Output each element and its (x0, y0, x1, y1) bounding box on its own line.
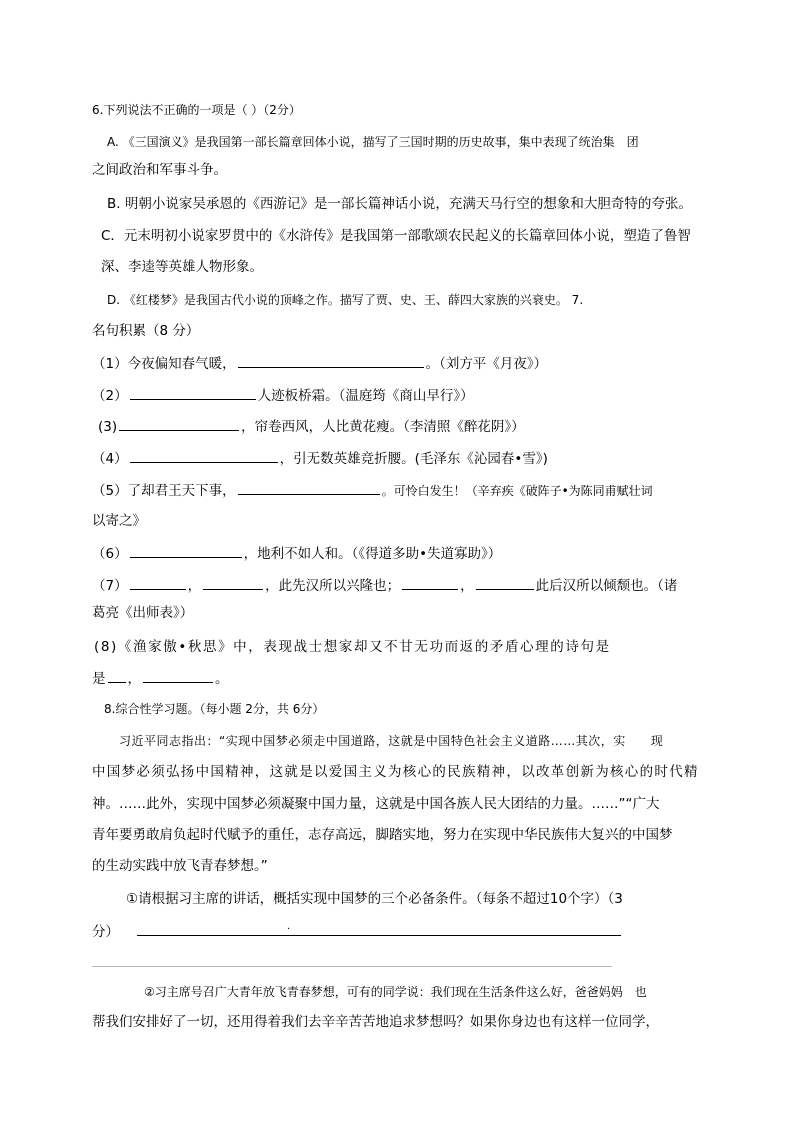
q8-passage-line1: 习近平同志指出：“实现中国梦必须走中国道路，这就是中国特色社会主义道路……其次，实 现 (119, 734, 664, 748)
q8-title: 8.综合性学习题。（每小题 2分，共 6分） (104, 702, 325, 716)
q7-item-1 (92, 353, 547, 374)
q8-passage-line2: 中国梦必须弘扬中国精神，这就是以爱国主义为核心的民族精神，以改革创新为核心的时代精 (92, 764, 699, 780)
q7-item-4-prefix: （4） (92, 451, 128, 467)
q6-option-c-line1: C．元末明初小说家罗贯中的《水浒传》是我国第一部歌颂农民起义的长篇章回体小说，塑造了鲁智 (101, 228, 691, 244)
q7-item-7-sep1: ， (187, 578, 202, 594)
q7-item-6-prefix: （6） (92, 546, 128, 562)
q7-item-7-blank-1[interactable] (130, 575, 186, 590)
q7-item-5-prefix: （5）了却君王天下事， (92, 483, 236, 499)
q7-item-7-sep2: ， (460, 578, 474, 594)
q6-option-d: D. 《红楼梦》是我国古代小说的顶峰之作。描写了贾、史、王、薛四大家族的兴衰史。 7. (107, 293, 584, 307)
q7-item-7-blank-3[interactable] (402, 575, 458, 590)
q8-sub1-line2 (92, 921, 623, 942)
q7-item-2-suffix: 人迹板桥霜。（温庭筠《商山早行》） (257, 388, 474, 404)
q8-passage-line5: 的生动实践中放飞青春梦想。” (92, 858, 268, 874)
q7-item-8-suffix: 。 (215, 671, 229, 687)
q8-sub2-line1: ②习主席号召广大青年放飞青春梦想，可有的同学说：我们现在生活条件这么好，爸爸妈妈 也 (144, 985, 647, 999)
q7-item-2 (92, 385, 474, 406)
q7-item-7-mid: ，此先汉所以兴隆也； (265, 578, 401, 594)
q7-item-5-blank[interactable] (238, 480, 380, 495)
q6-option-c-line2: 深、李逵等英雄人物形象。 (101, 259, 263, 275)
q8-sub1-answer-line[interactable] (137, 921, 621, 936)
q7-item-6-blank[interactable] (130, 543, 242, 558)
q7-item-6-suffix: ，地利不如人和。（《得道多助•失道寡助》） (243, 546, 502, 562)
q7-item-2-prefix: （2） (92, 388, 128, 404)
q7-title: 名句积累（8 分） (92, 323, 200, 339)
q7-item-1-suffix: 。（刘方平《月夜》） (425, 356, 548, 372)
q7-item-8-sep: ， (127, 671, 141, 687)
q7-item-3-prefix: (3) (98, 419, 118, 435)
q8-sub1-dot: . (287, 921, 291, 932)
q8-sub1-prefix: 分） (92, 924, 119, 940)
q7-item-8-blank-2[interactable] (143, 668, 213, 683)
q7-item-7-suffix: 此后汉所以倾颓也。（诸 (535, 578, 678, 594)
q6-stem: 6.下列说法不正确的一项是（ ）（2分） (92, 103, 301, 117)
q7-item-2-blank[interactable] (130, 385, 256, 400)
q7-item-7-cont: 葛亮《出师表》） (92, 605, 194, 621)
q7-item-4 (92, 448, 548, 469)
q7-item-8-prefix: 是 (92, 671, 106, 687)
q7-item-7-blank-4[interactable] (476, 575, 534, 590)
q6-option-a-line2: 之间政治和军事斗争。 (92, 162, 227, 178)
q7-item-8-cont (92, 668, 229, 689)
q8-passage-line3: 神。……此外，实现中国梦必须凝聚中国力量，这就是中国各族人民大团结的力量。……”“广大 (92, 796, 660, 812)
q7-item-5-cont: 以寄之》 (92, 513, 146, 529)
q7-item-3 (98, 416, 525, 437)
q7-item-4-suffix: ，引无数英雄竞折腰。(毛泽东《沁园春•雪》) (279, 451, 548, 467)
q7-item-5-suffix: 。可怜白发生！（辛弃疾《破阵子•为陈同甫赋壮词 (381, 484, 653, 498)
q6-option-a-line1: A. 《三国演义》是我国第一部长篇章回体小说，描写了三国时期的历史故事，集中表现了统治集 团 (107, 135, 639, 149)
q7-item-3-suffix: ，帘卷西风，人比黄花瘦。（李清照《醉花阴》） (241, 419, 525, 435)
q7-item-3-blank[interactable] (119, 416, 239, 431)
q7-item-6 (92, 543, 501, 564)
q7-item-5 (92, 480, 653, 501)
q8-passage-line4: 青年要勇敢肩负起时代赋予的重任，志存高远，脚踏实地，努力在实现中华民族伟大复兴的中国梦 (92, 827, 673, 843)
q7-item-1-blank[interactable] (238, 353, 424, 368)
q7-item-7-blank-2[interactable] (203, 575, 263, 590)
q8-sub1-line1: ①请根据习主席的讲话，概括实现中国梦的三个必备条件。（每条不超过10个字）（3 (126, 891, 623, 907)
q6-option-b: B. 明朝小说家吴承恩的《西游记》是一部长篇神话小说，充满天马行空的想象和大胆奇特的夸张。 (107, 196, 692, 212)
q7-item-8-blank-1[interactable] (108, 668, 126, 683)
q7-item-7-prefix: （7） (92, 578, 128, 594)
q7-item-1-prefix: （1）今夜偏知春气暖， (92, 356, 236, 372)
page-divider (92, 966, 612, 967)
q7-item-8: (8)《渔家傲•秋思》中，表现战士想家却又不甘无功而返的矛盾心理的诗句是 (94, 639, 611, 655)
q8-sub2-line2: 帮我们安排好了一切，还用得着我们去辛辛苦苦地追求梦想吗？如果你身边也有这样一位同学， (92, 1014, 659, 1030)
q7-item-7 (92, 575, 677, 596)
q7-item-4-blank[interactable] (130, 448, 278, 463)
